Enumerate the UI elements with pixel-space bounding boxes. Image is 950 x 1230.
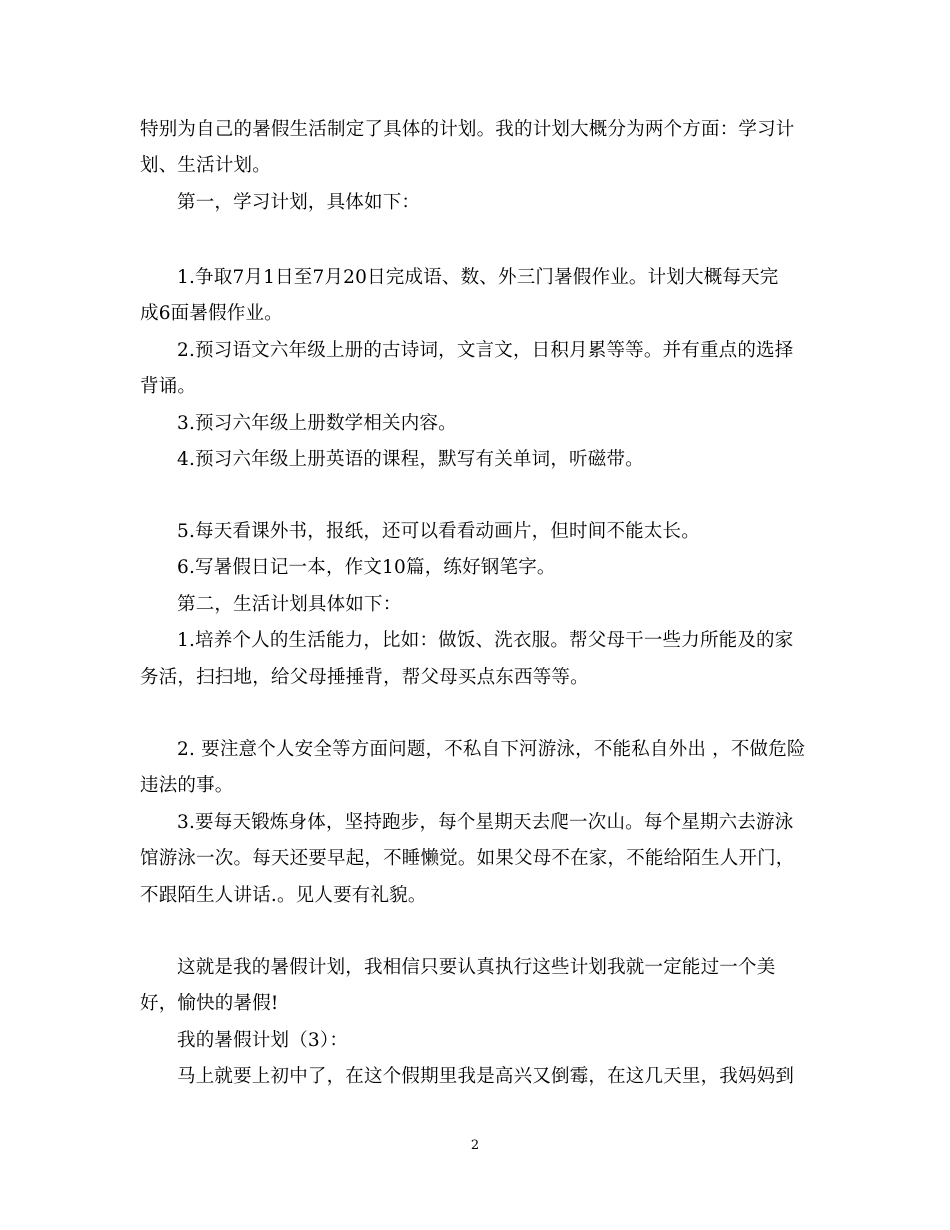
text-line: 1.争取7月1日至7月20日完成语、数、外三门暑假作业。计划大概每天完 bbox=[177, 267, 779, 288]
page-number: 2 bbox=[470, 1138, 480, 1153]
text-line: 不跟陌生人讲话.。见人要有礼貌。 bbox=[140, 885, 427, 906]
text-line: 2.预习语文六年级上册的古诗词，文言文，日积月累等等。并有重点的选择 bbox=[177, 340, 794, 361]
text-line: 3.预习六年级上册数学相关内容。 bbox=[177, 413, 457, 434]
text-line: 成6面暑假作业。 bbox=[140, 303, 283, 324]
text-line: 好，愉快的暑假! bbox=[140, 993, 279, 1014]
text-line: 第一，学习计划，具体如下： bbox=[177, 192, 421, 213]
text-line: 馆游泳一次。每天还要早起，不睡懒觉。如果父母不在家，不能给陌生人开门， bbox=[140, 848, 795, 869]
text-line: 6.写暑假日记一本，作文10篇，练好钢笔字。 bbox=[177, 557, 556, 578]
text-line: 4.预习六年级上册英语的课程，默写有关单词，听磁带。 bbox=[177, 449, 644, 470]
text-line: 第二，生活计划具体如下： bbox=[177, 594, 402, 615]
text-line: 特别为自己的暑假生活制定了具体的计划。我的计划大概分为两个方面：学习计 bbox=[140, 119, 795, 140]
text-line: 3.要每天锻炼身体，坚持跑步，每个星期天去爬一次山。每个星期六去游泳 bbox=[177, 812, 794, 833]
text-line: 违法的事。 bbox=[140, 775, 234, 796]
text-line: 5.每天看课外书，报纸，还可以看看动画片，但时间不能太长。 bbox=[177, 521, 700, 542]
text-line: 这就是我的暑假计划，我相信只要认真执行这些计划我就一定能过一个美 bbox=[177, 957, 776, 978]
text-line: 我的暑假计划（3）： bbox=[177, 1030, 349, 1051]
text-line: 2. 要注意个人安全等方面问题，不私自下河游泳，不能私自外出 ，不做危险 bbox=[177, 739, 806, 760]
text-line: 1.培养个人的生活能力，比如：做饭、洗衣服。帮父母干一些力所能及的家 bbox=[177, 630, 794, 651]
text-line: 务活，扫扫地，给父母捶捶背，帮父母买点东西等等。 bbox=[140, 667, 589, 688]
text-line: 马上就要上初中了，在这个假期里我是高兴又倒霉，在这几天里，我妈妈到 bbox=[177, 1066, 795, 1087]
text-line: 背诵。 bbox=[140, 376, 197, 397]
text-line: 划、生活计划。 bbox=[140, 155, 271, 176]
